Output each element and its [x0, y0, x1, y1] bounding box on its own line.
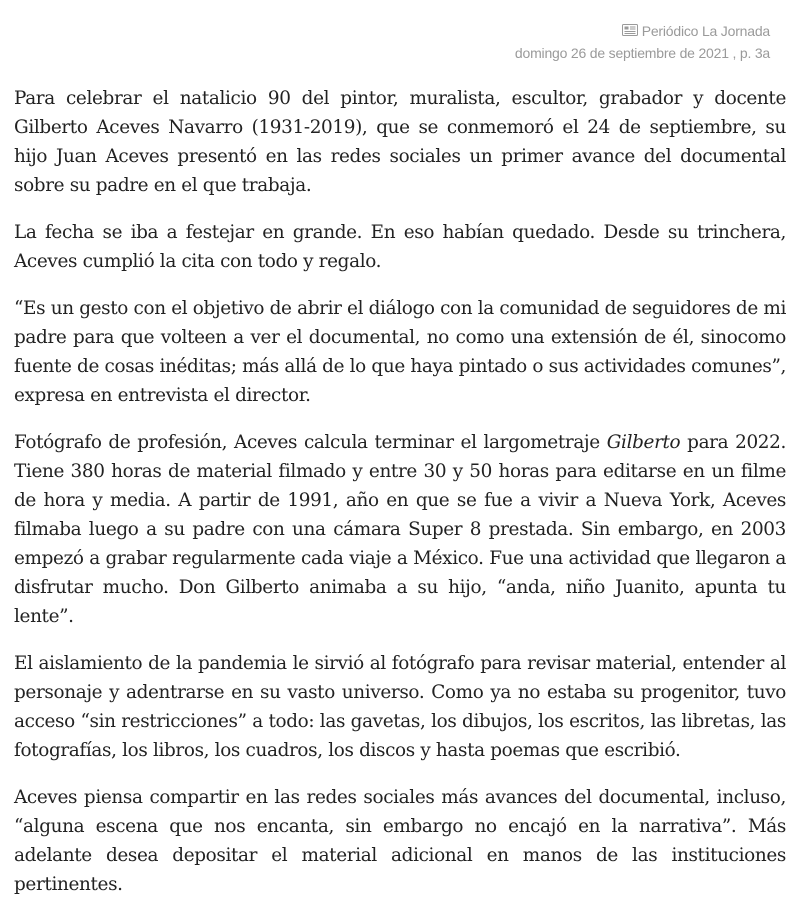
publication-date: domingo 26 de septiembre de 2021 , p. 3a [514, 45, 770, 61]
paragraph-4-text-b: para 2022. Tiene 380 horas de material filmado y entre 30 y 50 horas para editarse en un filme de hora y media. A partir de 1991, año en que se fue a vivir a Nueva York, Aceves filmaba luego a su padre con una cámara Super 8 prestada. Sin embargo, en 2003 empezó a grabar regularmente cada viaje a México. Fue una actividad que llegaron a disfrutar mucho. Don Gilberto animaba a su hijo, “anda, niño Juanito, apunta tu lente”. [14, 432, 787, 627]
paragraph-3: “Es un gesto con el objetivo de abrir el diálogo con la comunidad de seguidores de mi padre para que volteen a ver el documental, no como una extensión de él, sinocomo fuente de cosas inéditas; más allá de lo que haya pintado o sus actividades comunes”, expresa en entrevista el director. [14, 298, 786, 406]
paragraph-1: Para celebrar el natalicio 90 del pintor, muralista, escultor, grabador y docente Gilberto Aceves Navarro (1931-2019), que se conmemoró el 24 de septiembre, su hijo Juan Aceves presentó en las redes sociales un primer avance del documental sobre su padre en el que trabaja. [14, 88, 786, 196]
paragraph-4-text-a: Fotógrafo de profesión, Aceves calcula terminar el largometraje [14, 432, 607, 453]
source-name: Periódico La Jornada [641, 23, 770, 39]
paragraph-4 [14, 428, 786, 631]
article-meta [515, 20, 770, 64]
film-title: Gilberto [606, 432, 681, 453]
source-line [515, 20, 770, 42]
paragraph-5: El aislamiento de la pandemia le sirvió al fotógrafo para revisar material, entender al personaje y adentrarse en su vasto universo. Como ya no estaba su progenitor, tuvo acceso “sin restricciones” a todo: las gavetas, los dibujos, los escritos, las libretas, las fotografías, los libros, los cuadros, los discos y hasta poemas que escribió. [14, 653, 786, 761]
article-body [14, 84, 786, 899]
newspaper-icon [622, 20, 638, 42]
paragraph-6: Aceves piensa compartir en las redes sociales más avances del documental, incluso, “alguna escena que nos encanta, sin embargo no encajó en la narrativa”. Más adelante desea depositar el material adicional en manos de las instituciones pertinentes. [14, 787, 786, 895]
paragraph-2: La fecha se iba a festejar en grande. En eso habían quedado. Desde su trinchera, Aceves cumplió la cita con todo y regalo. [14, 222, 786, 272]
